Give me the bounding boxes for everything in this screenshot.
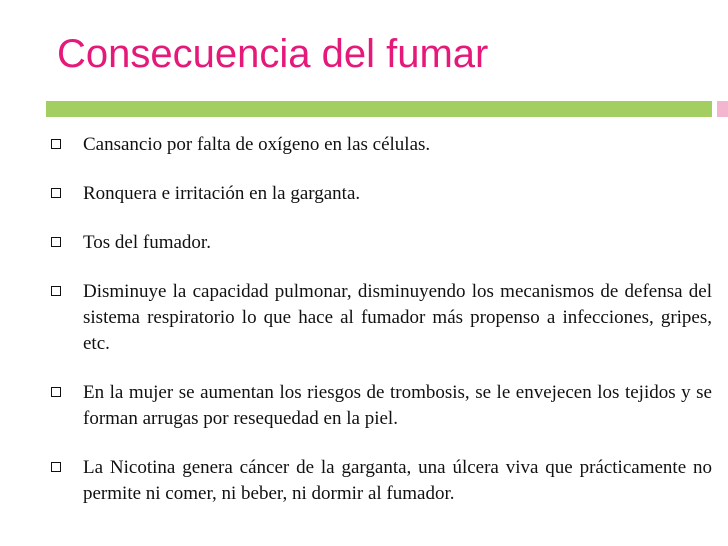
bullet-item (47, 380, 712, 432)
title-divider-accent (717, 101, 728, 117)
square-bullet-icon (51, 237, 61, 247)
bullet-item (47, 279, 712, 357)
square-bullet-icon (51, 387, 61, 397)
bullet-text: Ronquera e irritación en la garganta. (83, 183, 361, 204)
bullet-text: La Nicotina genera cáncer de la garganta, una úlcera viva que prácticamente no permite ni comer, ni beber, ni dormir al fumador. (83, 457, 712, 504)
bullet-text: Tos del fumador. (83, 232, 211, 253)
bullet-list (47, 132, 712, 530)
bullet-item (47, 132, 712, 158)
bullet-text: En la mujer se aumentan los riesgos de trombosis, se le envejecen los tejidos y se forman arrugas por resequedad en la piel. (83, 382, 712, 429)
square-bullet-icon (51, 462, 61, 472)
bullet-text: Disminuye la capacidad pulmonar, disminuyendo los mecanismos de defensa del sistema respiratorio lo que hace al fumador más propenso a infecciones, gripes, etc. (83, 281, 712, 354)
square-bullet-icon (51, 188, 61, 198)
title-divider-bar (46, 101, 712, 117)
square-bullet-icon (51, 139, 61, 149)
square-bullet-icon (51, 286, 61, 296)
bullet-item (47, 181, 712, 207)
bullet-text: Cansancio por falta de oxígeno en las células. (83, 134, 431, 155)
bullet-item (47, 230, 712, 256)
slide-title: Consecuencia del fumar (57, 32, 489, 76)
bullet-item (47, 455, 712, 507)
